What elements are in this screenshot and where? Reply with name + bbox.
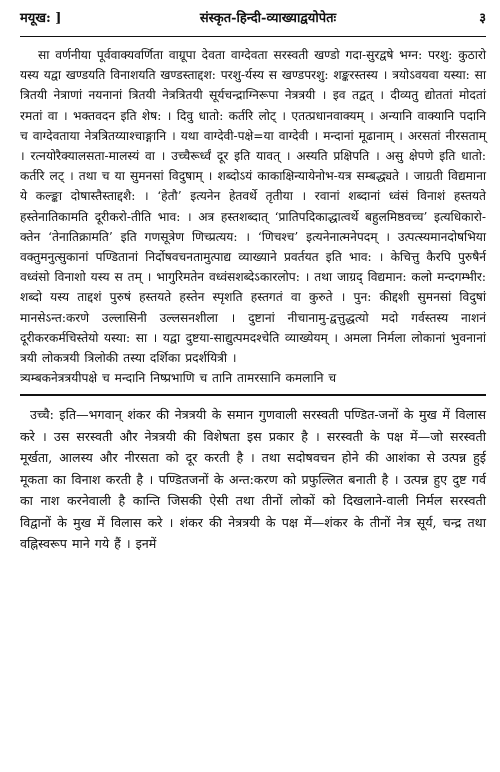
section-divider: [20, 394, 486, 396]
page-number: ३: [479, 11, 486, 26]
sanskrit-commentary: [20, 45, 486, 388]
running-header: [20, 8, 486, 32]
header-section-marker: मयूख: ]: [20, 11, 62, 26]
header-title: संस्कृत-हिन्दी-व्याख्याद्वयोपेतः: [199, 11, 337, 26]
sanskrit-paragraph: त्र्यम्बकनेत्रत्रयीपक्षे च मन्दानि निष्प्रभाणि च तानि तामरसानि कमलानि च: [20, 371, 337, 386]
hindi-paragraph: उच्चै: इति—भगवान् शंकर की नेत्रत्रयी के समान गुणवाली सरस्वती पण्डित-जनों के मुख में विलास करे । उस सरस्वती और नेत्रत्रयी की विशेषता इस प्रकार है । सरस्वती के पक्ष में—जो सरस्वती मूर्खता, आलस्य और नीरसता को दूर करती है । तथा सदोषवचन होने की आशंका से उत्पन्न हुई मूकता का विनाश करती है । पण्डितजनों के अन्त:करण को प्रफुल्लित बनाती है । उत्पन्न हुए दुष्ट गर्व का नाश करनेवाली है कान्ति जिसकी ऐसी तथा तीनों लोकों को दिखलाने-वाली निर्मल सरस्वती विद्वानों के मुख में विलास करे । शंकर की नेत्रत्रयी के पक्ष में—शंकर के तीनों नेत्र सूर्य, चन्द्र तथा वह्निस्वरूप माने गये हैं । इनमें: [20, 407, 486, 552]
sanskrit-paragraph: सा वर्णनीया पूर्ववाक्यवर्णिता वाग्रूपा देवता वाग्देवता सरस्वती खण्डो गदा-सुरद्वषे भग्न: परशु: कुठारो यस्य यद्वा खण्डयति विनाशयति खण्डस्ताद्दश: परशु-र्यस्य स खण्डपरशु: शङ्करस्तस्य । त्रयोऽवयवा यस्या: सा त्रितयी नेत्राणां नयनानां त्रितयी नेत्रत्रितयी सूर्यचन्द्राग्निरूपा नेत्रत्रयी । इव तद्वत् । दीव्यतु द्योततां मोदतां रमतां वा । भक्तवदन इति शेष: । दिवु धातो: कर्तरि लोट् । एतत्प्रधानवाक्यम् । अन्यानि वाक्यानि पदानि च वाग्देवताया नेत्रत्रितय्याश्चाङ्गानि । यथा वाग्देवी-पक्षे=या वाग्देवी । मन्दानां मूढानाम् । अरसतां नीरसताम् । रत्नयोरैक्यालसता-मालस्यं वा । उच्चैरूर्ध्वं दूर इति यावत् । अस्यति प्रक्षिपति । असु क्षेपणे इति धातो: कर्तरि लट् । तथा च या सुमनसां विदुषाम् । शब्दोऽयं काकाक्षिन्यायेनोभ-यत्र सम्बद्ध्यते । जाग्रती विद्यमाना ये कल्ङ्का दोषास्तैस्ताद्दशै: । ‘हेतौ’ इत्यनेन हेतवर्थे तृतीया । रवानां शब्दानां ध्वंसं विनाशं हस्तयते हस्तेनातिकामति दूरीकरो-तीति भाव: । अत्र हस्तशब्दात् ‘प्रातिपदिकाद्धात्वर्थे बहुलमिष्ठवच्च’ इत्यधिकारो-क्तेन ‘तेनातिक्रामति’ इति गणसूत्रेण णिच्प्रत्यय: । ‘णिचश्च’ इत्यनेनात्मनेपदम् । उत्पत्स्यमानदोषभिया वक्तुमनुत्सुकानां पण्डितानां निर्दोषवचनतामुत्पाद्य व्याख्याने प्रवर्तयत इति भाव: । केचित्तु कैरपि पुरुषैर्न वध्वंसो विनाशो यस्य स तम् । भागुरिमतेन वध्वंसशब्देऽकारलोप: । तथा जाग्रद् विद्यमान: कलो मन्दगम्भीर: शब्दो यस्य ताद्दशं पुरुषं हस्तयते हस्तेन स्पृशति हस्तगतं वा कुरुते । पुन: कीद्दशी सुमनसां विदुषां मानसेऽन्त:करणे उल्लासिनी उल्लसनशीला । दुष्टानां नीचानामु-द्वत्तुद्धत्यो मदो गर्वस्तस्य नाशनं दूरीकरकर्मचिस्तेयो यस्या: सा । यद्वा दुष्टया-साद्युत्पमदश्चेति व्याख्येयम् । अमला निर्मला लोकानां भुवनानां त्रयी लोकत्रयी त्रिलोकी तस्या दर्शिका प्रदर्शयित्री ।: [20, 48, 486, 366]
hindi-translation: [20, 404, 486, 555]
header-rule: [20, 36, 486, 37]
